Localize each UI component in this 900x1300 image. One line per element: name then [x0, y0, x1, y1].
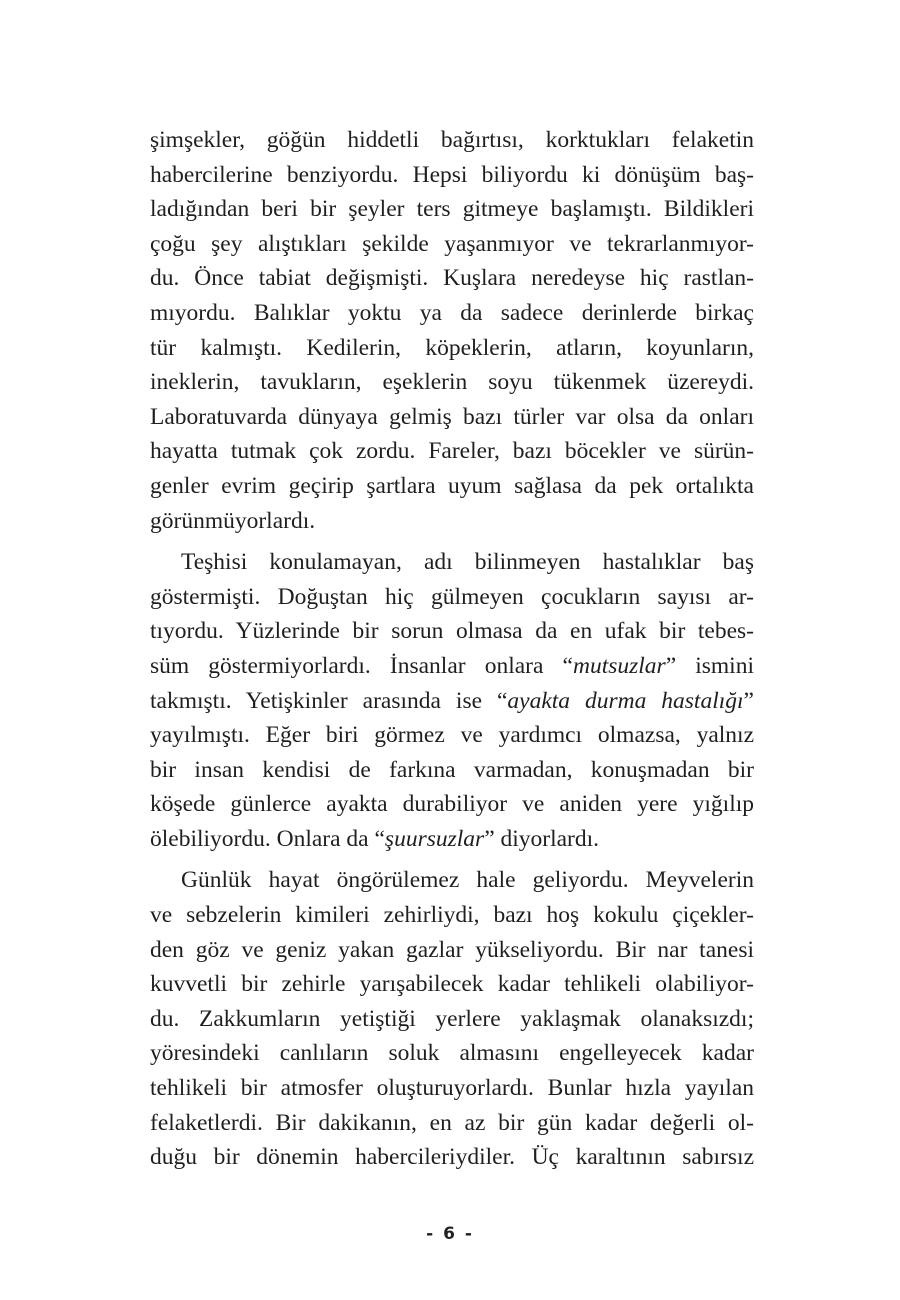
text-run: takmıştı. Yetişkinler arasında ise “: [150, 687, 508, 714]
text-line: hayatta tutmak çok zordu. Fareler, bazı böcekler ve sürün-: [150, 438, 754, 465]
text-line: tehlikeli bir atmosfer oluşturuyorlardı. Bunlar hızla yayılan: [150, 1075, 754, 1102]
text-run: ” ismini: [665, 652, 754, 679]
text-run: ” diyorlardı.: [484, 825, 600, 852]
paragraph-gap: [150, 856, 754, 863]
text-line: ineklerin, tavukların, eşeklerin soyu tükenmek üzereydi.: [150, 369, 754, 396]
text-run: ”: [743, 687, 754, 714]
text-line: bir insan kendisi de farkına varmadan, konuşmadan bir: [150, 756, 754, 783]
text-line: Teşhisi konulamayan, adı bilinmeyen hastalıklar baş: [181, 549, 754, 576]
text-run: süm göstermiyorlardı. İnsanlar onlara “: [150, 652, 573, 679]
paragraph: [150, 545, 754, 856]
text-line: den göz ve geniz yakan gazlar yükseliyordu. Bir nar tanesi: [150, 936, 754, 963]
text-line: ve sebzelerin kimileri zehirliydi, bazı hoş kokulu çiçekler-: [150, 902, 754, 929]
text-line: felaketlerdi. Bir dakikanın, en az bir gün kadar değerli ol-: [150, 1109, 754, 1136]
italic-term: ayakta durma hastalığı: [507, 687, 744, 714]
text-run: ölebiliyordu. Onlara da “: [150, 825, 385, 852]
text-line: genler evrim geçirip şartlara uyum sağlasa da pek ortalıkta: [150, 472, 754, 499]
text-line: Günlük hayat öngörülemez hale geliyordu. Meyvelerin: [181, 867, 754, 894]
text-line: yöresindeki canlıların soluk almasını engelleyecek kadar: [150, 1040, 754, 1067]
text-line: şimşekler, göğün hiddetli bağırtısı, korktukları felaketin: [150, 127, 754, 153]
paragraph-gap: [150, 538, 754, 545]
text-line: du. Önce tabiat değişmişti. Kuşlara neredeyse hiç rastlan-: [150, 265, 754, 292]
paragraph: [150, 123, 754, 538]
text-line: Laboratuvarda dünyaya gelmiş bazı türler var olsa da onları: [150, 403, 754, 430]
paragraph: [150, 863, 754, 1174]
text-line: tür kalmıştı. Kedilerin, köpeklerin, atların, koyunların,: [150, 334, 754, 361]
text-line: görünmüyorlardı.: [150, 507, 316, 534]
text-line: du. Zakkumların yetiştiği yerlere yaklaşmak olanaksızdı;: [150, 1005, 754, 1032]
book-page-body: [150, 123, 754, 1175]
text-line: habercilerine benziyordu. Hepsi biliyordu ki dönüşüm baş-: [150, 161, 754, 188]
text-line: kuvvetli bir zehirle yarışabilecek kadar tehlikeli olabiliyor-: [150, 971, 754, 998]
text-line: ladığından beri bir şeyler ters gitmeye başlamıştı. Bildikleri: [150, 196, 754, 223]
text-line: göstermişti. Doğuştan hiç gülmeyen çocukların sayısı ar-: [150, 583, 754, 610]
text-line: mıyordu. Balıklar yoktu ya da sadece derinlerde birkaç: [150, 299, 754, 326]
text-line: [150, 684, 754, 719]
text-line: tıyordu. Yüzlerinde bir sorun olmasa da en ufak bir tebes-: [150, 618, 754, 645]
text-line: köşede günlerce ayakta durabiliyor ve aniden yere yığılıp: [150, 791, 754, 818]
text-line: duğu bir dönemin habercileriydiler. Üç karaltının sabırsız: [150, 1144, 754, 1171]
text-line: [150, 822, 754, 857]
page-number: - 6 -: [426, 1224, 474, 1244]
text-line: çoğu şey alıştıkları şekilde yaşanmıyor ve tekrarlanmıyor-: [150, 230, 754, 257]
text-line: [150, 649, 754, 684]
text-line: yayılmıştı. Eğer biri görmez ve yardımcı olmazsa, yalnız: [150, 722, 754, 749]
italic-term: şuursuzlar: [384, 825, 485, 852]
italic-term: mutsuzlar: [572, 652, 666, 679]
